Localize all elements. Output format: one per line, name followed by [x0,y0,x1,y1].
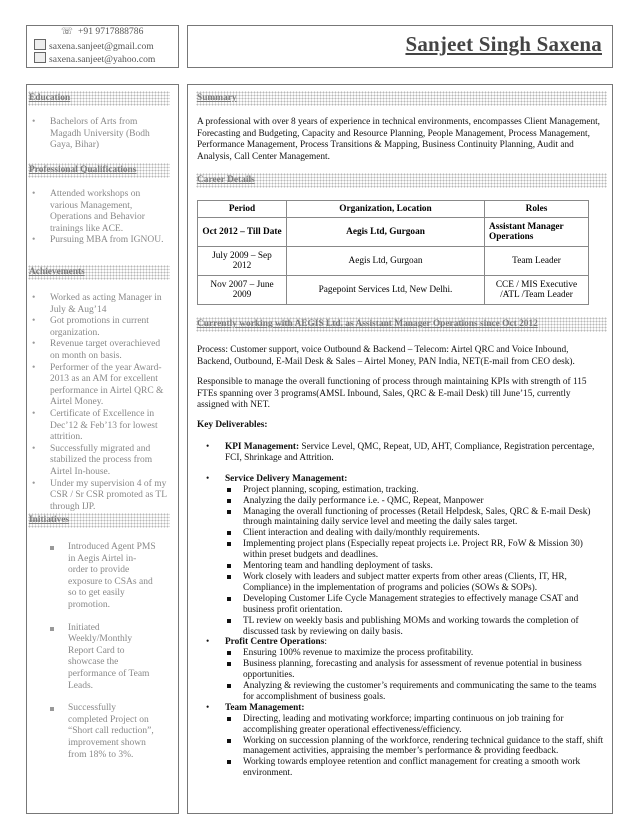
column-header: Roles [485,201,589,218]
list-item: • Under my supervision 4 of my CSR / Sr CSR promoted as TL through IJP. [28,479,170,514]
phone-row [61,26,143,37]
list-item: Analyzing the daily performance i.e. - QMC, Repeat, Manpower [225,496,607,507]
list-item: Working towards employee retention and conflict management for creating a smooth work environment. [225,757,607,779]
list-item: Implementing project plans (Especially repeat projects i.e. Project RR, FoW & Mission 30) within preset budgets and deadlines. [225,539,607,561]
list-item: Ensuring 100% revenue to maximize the process profitability. [225,648,607,659]
profit-centre-items [225,648,607,703]
contact-box [26,25,179,68]
list-item [197,703,607,779]
qualifications-list [28,189,170,247]
list-item: Work closely with leaders and subject matter experts from other areas (Clients, IT, HR, Compliance) in the implementation of programs and policies (SOWs & SOPs). [225,572,607,594]
education-list [28,117,170,152]
career-table-header [198,201,589,218]
email-2[interactable]: saxena.sanjeet@yahoo.com [49,54,156,65]
list-item: • Successfully migrated and stabilized the process from Airtel In-house. [28,444,170,479]
email-row-1 [34,39,154,52]
career-table [197,200,589,305]
team-management-label: Team Management: [225,702,305,713]
candidate-name: Sanjeet Singh Saxena [405,32,602,56]
role-cell: Assistant Manager Operations [485,218,589,247]
period-cell: Nov 2007 – June 2009 [198,276,287,305]
list-item [197,442,607,464]
list-item: • Pursuing MBA from IGNOU. [28,235,170,247]
summary-heading: Summary [196,91,607,106]
education-heading: Education [28,91,170,106]
list-item: • Attended workshops on various Management, Operations and Behavior trainings like ACE. [28,189,170,235]
process-text: Process: Customer support, voice Outbound & Backend – Telecom: Airtel QRC and Voice Inbound, Backend, Outbound, E-Mail Desk & Sales – Airtel Money, PAN India, NET(E-mail from CEO desk). [197,345,575,367]
list-item: • Revenue target overachieved on month on basis. [28,339,170,362]
qualifications-heading: Professional Qualifications [28,163,170,178]
team-management-items [225,714,607,779]
email-1[interactable]: saxena.sanjeet@gmail.com [49,41,154,52]
initiatives-list [28,542,156,772]
list-item: • Certificate of Excellence in Dec’12 & Feb’13 for lowest attrition. [28,409,170,444]
list-item: • Worked as acting Manager in July & Aug’14 [28,293,170,316]
summary-text: A professional with over 8 years of experience in technical environments, encompasses Client Management, Forecasting and Budgeting, Capacity and Resource Planning, People Management, Process Management, Performance Management, Process Transitions & Mapping, Business Continuity Planning, Audit and Analysis, Call Center Management. [197,117,600,162]
mail-icon [34,52,46,63]
period-cell: July 2009 – Sep 2012 [198,247,287,276]
list-item: Managing the overall functioning of processes (Retail Helpdesk, Sales, QRC & E-mail Desk) through maintaining daily service level and meeting the daily sales target. [225,507,607,529]
achievements-list [28,293,170,513]
period-cell: Oct 2012 – Till Date [198,218,287,247]
list-item: Working on succession planning of the workforce, rendering technical guidance to the staff, shift management activities, appraising the member’s performance & providing feedback. [225,736,607,758]
mail-icon [34,39,46,50]
list-item: TL review on weekly basis and publishing MOMs and working towards the completion of discussed task by reviewing on daily basis. [225,616,607,638]
service-delivery-items [225,485,607,638]
list-item [197,474,607,638]
list-item: Analyzing & reviewing the customer’s requirements and communicating the same to the teams for accomplishment of business goals. [225,681,607,703]
key-deliverables-list [197,442,607,779]
list-item: • Performer of the year Award-2013 as an AM for excellent performance in Airtel QRC & Airtel Money. [28,363,170,409]
kpi-text: Service Level, QMC, Repeat, UD, AHT, Compliance, Registration percentage, FCI, Shrinkage and Attrition. [225,442,595,463]
key-deliverables-heading: Key Deliverables: [197,420,268,430]
responsibility-text: Responsible to manage the overall functioning of process through maintaining KPIs with strength of 115 FTEs spanning over 3 programs(AMSL Inbound, Sales, QRC & E-mail Desk) till June’15, currently assigned with NET. [197,377,587,410]
list-item: Business planning, forecasting and analysis for assessment of revenue potential in business opportunities. [225,659,607,681]
initiatives-heading: Initiatives [28,513,170,528]
list-item: • Bachelors of Arts from Magadh University (Bodh Gaya, Bihar) [28,117,170,152]
organization-cell: Aegis Ltd, Gurgoan [287,218,485,247]
name-box [187,25,613,68]
career-heading: Career Details [196,173,607,188]
profit-centre-label: Profit Centre Operations [225,637,325,648]
list-item: Developing Customer Life Cycle Management strategies to effectively manage CSAT and business profit orientation. [225,594,607,616]
list-item: Introduced Agent PMS in Aegis Airtel in-order to provide exposure to CSAs and so to get easily promotion. [28,542,156,612]
list-item: Mentoring team and handling deployment of tasks. [225,561,607,572]
organization-cell: Pagepoint Services Ltd, New Delhi. [287,276,485,305]
list-item: Initiated Weekly/Monthly Report Card to showcase the performance of Team Leads. [28,623,156,693]
table-row [198,218,589,247]
role-cell: CCE / MIS Executive /ATL /Team Leader [485,276,589,305]
table-row [198,276,589,305]
achievements-heading: Achievements [28,265,170,280]
list-item: Successfully completed Project on “Short call reduction”, improvement shown from 18% to 3%. [28,703,156,761]
email-row-2 [34,52,155,65]
current-role-heading: Currently working with AEGIS Ltd. as Assistant Manager Operations since Oct 2012 [196,317,607,332]
list-item: • Got promotions in current organization. [28,316,170,339]
phone-icon: ☏ [61,26,73,37]
list-item: Client interaction and dealing with daily/monthly requirements. [225,528,607,539]
list-item: Project planning, scoping, estimation, tracking. [225,485,607,496]
kpi-label: KPI Management: [225,442,300,452]
service-delivery-label: Service Delivery Management: [225,473,348,484]
list-item: • Profit Centre Operations: Ensuring 100% revenue to maximize the process profitability. Business planning, forecasting and analysis for assessment of revenue potential in business opportunities. Analyzing & reviewing the customer’s requirements and communicating the same to the teams for accomplishment of business goals. [197,637,607,702]
list-item: Directing, leading and motivating workforce; imparting continuous on job training for accomplishing greater operational effectiveness/efficiency. [225,714,607,736]
organization-cell: Aegis Ltd, Gurgoan [287,247,485,276]
column-header: Organization, Location [287,201,485,218]
column-header: Period [198,201,287,218]
table-row [198,247,589,276]
phone-number: +91 9717888786 [78,26,144,37]
role-cell: Team Leader [485,247,589,276]
